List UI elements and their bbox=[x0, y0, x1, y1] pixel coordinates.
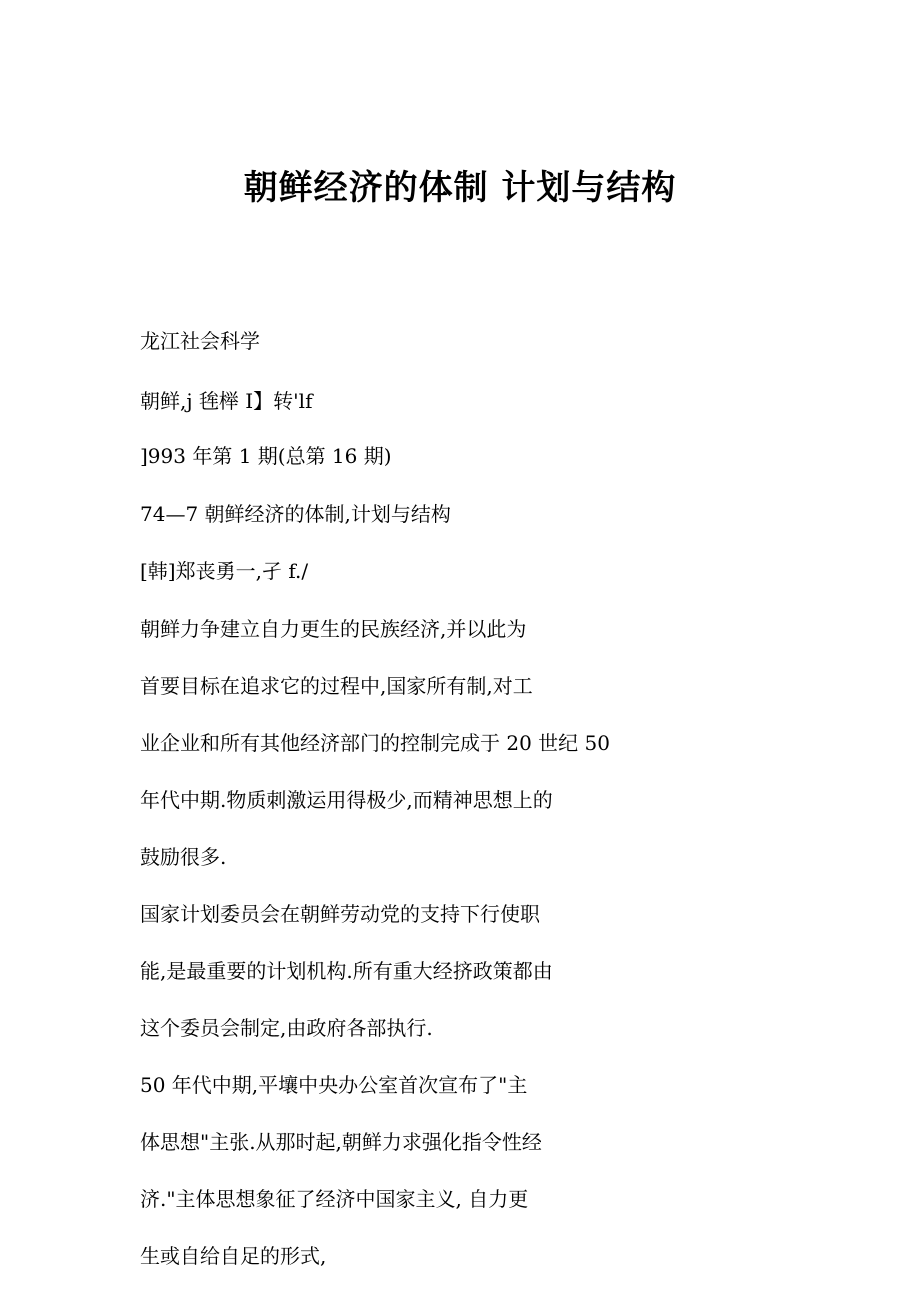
body-text-line: 年代中期.物质刺激运用得极少,而精神思想上的 bbox=[140, 788, 553, 812]
body-text-line: 50 年代中期,平壤中央办公室首次宣布了"主 bbox=[140, 1073, 528, 1097]
body-text-line: 能,是最重要的计划机构.所有重大经挤政策都由 bbox=[140, 959, 553, 983]
document-title: 朝鲜经济的体制 计划与结构 bbox=[243, 168, 677, 208]
journal-name: 龙江社会科学 bbox=[140, 329, 260, 353]
issue-info: ]993 年第 1 期(总第 16 期) bbox=[140, 444, 392, 468]
body-text-line: 首要目标在追求它的过程中,国家所有制,对工 bbox=[140, 674, 533, 698]
body-text-line: 生或自给自足的形式, bbox=[140, 1244, 327, 1268]
body-text-line: 朝鲜力争建立自力更生的民族经济,并以此为 bbox=[140, 617, 527, 641]
body-text-line: 国家计划委员会在朝鲜劳动党的支持下行使职 bbox=[140, 902, 540, 926]
body-text-line: 鼓励很多. bbox=[140, 845, 227, 869]
body-text-line: 这个委员会制定,由政府各部执行. bbox=[140, 1016, 433, 1040]
body-text-line: 济."主体思想象征了经济中国家主义, 自力更 bbox=[140, 1187, 529, 1211]
article-reference: 74—7 朝鲜经济的体制,计划与结构 bbox=[140, 502, 451, 526]
author-line: [韩]郑丧勇一,孑 f./ bbox=[140, 559, 309, 583]
garbled-header-line: 朝鲜,j 毪榉 I】转'lf bbox=[140, 389, 313, 413]
body-text-line: 业企业和所有其他经济部门的控制完成于 20 世纪 50 bbox=[140, 731, 610, 755]
body-text-line: 体思想"主张.从那时起,朝鲜力求强化指令性经 bbox=[140, 1130, 542, 1154]
